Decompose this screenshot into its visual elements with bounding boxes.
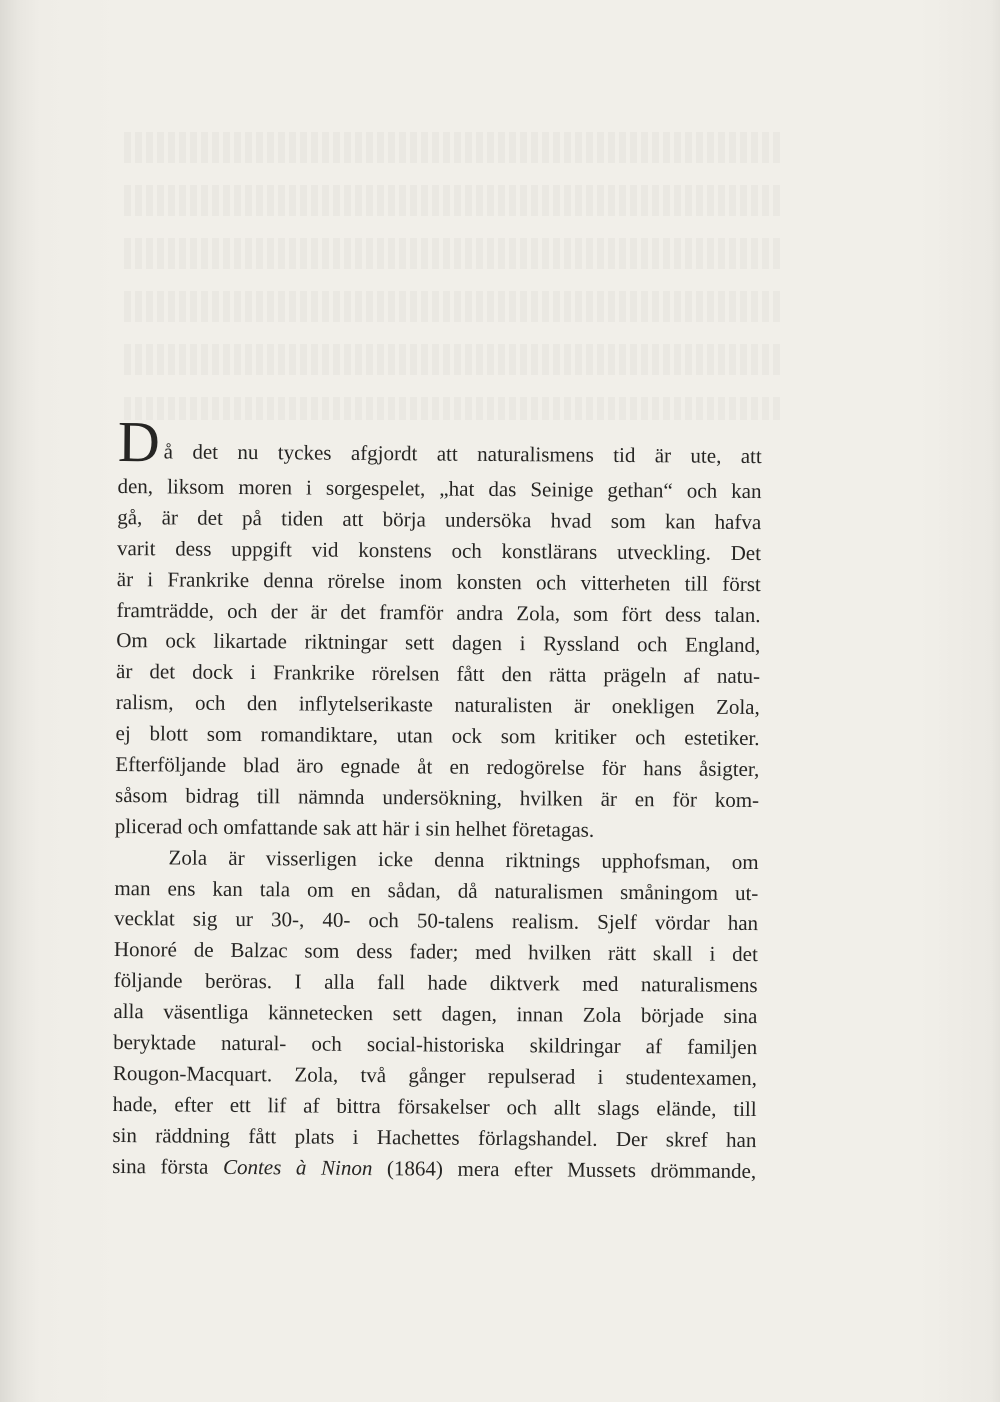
text-line: följande beröras. I alla fall hade diktverk med naturalismens [113, 968, 758, 998]
text-line: den, liksom moren i sorgespelet, „hat das Seinige gethan“ och kan [117, 473, 762, 504]
text-fragment: (1864) mera efter Mussets drömmande, [372, 1155, 757, 1183]
text-line: är det dock i Frankrike rörelsen fått den rätta prägeln af natu- [115, 659, 761, 689]
text-line: framträdde, och der är det framför andra Zola, som fört dess talan. [116, 597, 761, 627]
text-line: ej blott som romandiktare, utan ock som kritiker och estetiker. [115, 721, 760, 751]
text-line: alla väsentliga kännetecken sett dagen, innan Zola började sina [113, 999, 758, 1029]
text-line: är i Frankrike denna rörelse inom konsten och vitterheten till först [116, 566, 761, 596]
book-title: Contes à Ninon [222, 1154, 373, 1180]
text-line: vecklat sig ur 30-, 40- och 50-talens realism. Sjelf vördar han [114, 906, 759, 936]
text-line: varit dess uppgift vid konstens och konstlärans utveckling. Det [116, 535, 762, 565]
text-line: beryktade natural- och social-historiska skildringar af familjen [113, 1030, 758, 1060]
paragraph-start-line: Zola är visserligen icke denna riktnings upphofsman, om [168, 845, 759, 874]
text-line-with-title [112, 1151, 756, 1187]
text-line: Honoré de Balzac som dess fader; med hvilken rätt skall i det [113, 937, 758, 967]
text-line: Om ock likartade riktningar sett dagen i Ryssland och England, [116, 628, 761, 658]
drop-cap: D [117, 409, 161, 475]
bleed-through-text [120, 120, 780, 420]
text-line: man ens kan tala om en sådan, då naturalismen småningom ut- [114, 875, 759, 905]
opening-line [117, 409, 762, 476]
text-line: sin räddning fått plats i Hachettes förlagshandel. Der skref han [112, 1122, 757, 1152]
text-line: Rougon-Macquart. Zola, två gånger repulserad i studentexamen, [112, 1060, 757, 1090]
text-line: såsom bidrag till nämnda undersökning, hvilken är en för kom- [115, 782, 760, 812]
text-fragment: sina första [112, 1153, 224, 1179]
text-line: hade, efter ett lif af bittra försakelser och allt slags elände, till [112, 1091, 757, 1121]
body-text [112, 409, 762, 1187]
text-line: gå, är det på tiden att börja undersöka hvad som kan hafva [117, 504, 762, 534]
paragraph-end-line: plicerad och omfattande sak att här i sin helhet företagas. [114, 813, 595, 842]
text-line: å det nu tyckes afgjordt att naturalismens tid är ute, att [163, 439, 762, 469]
text-line: Efterföljande blad äro egnade åt en redogörelse för hans åsigter, [115, 752, 760, 782]
text-line: ralism, och den inflytelserikaste naturalisten är onekligen Zola, [115, 690, 760, 720]
